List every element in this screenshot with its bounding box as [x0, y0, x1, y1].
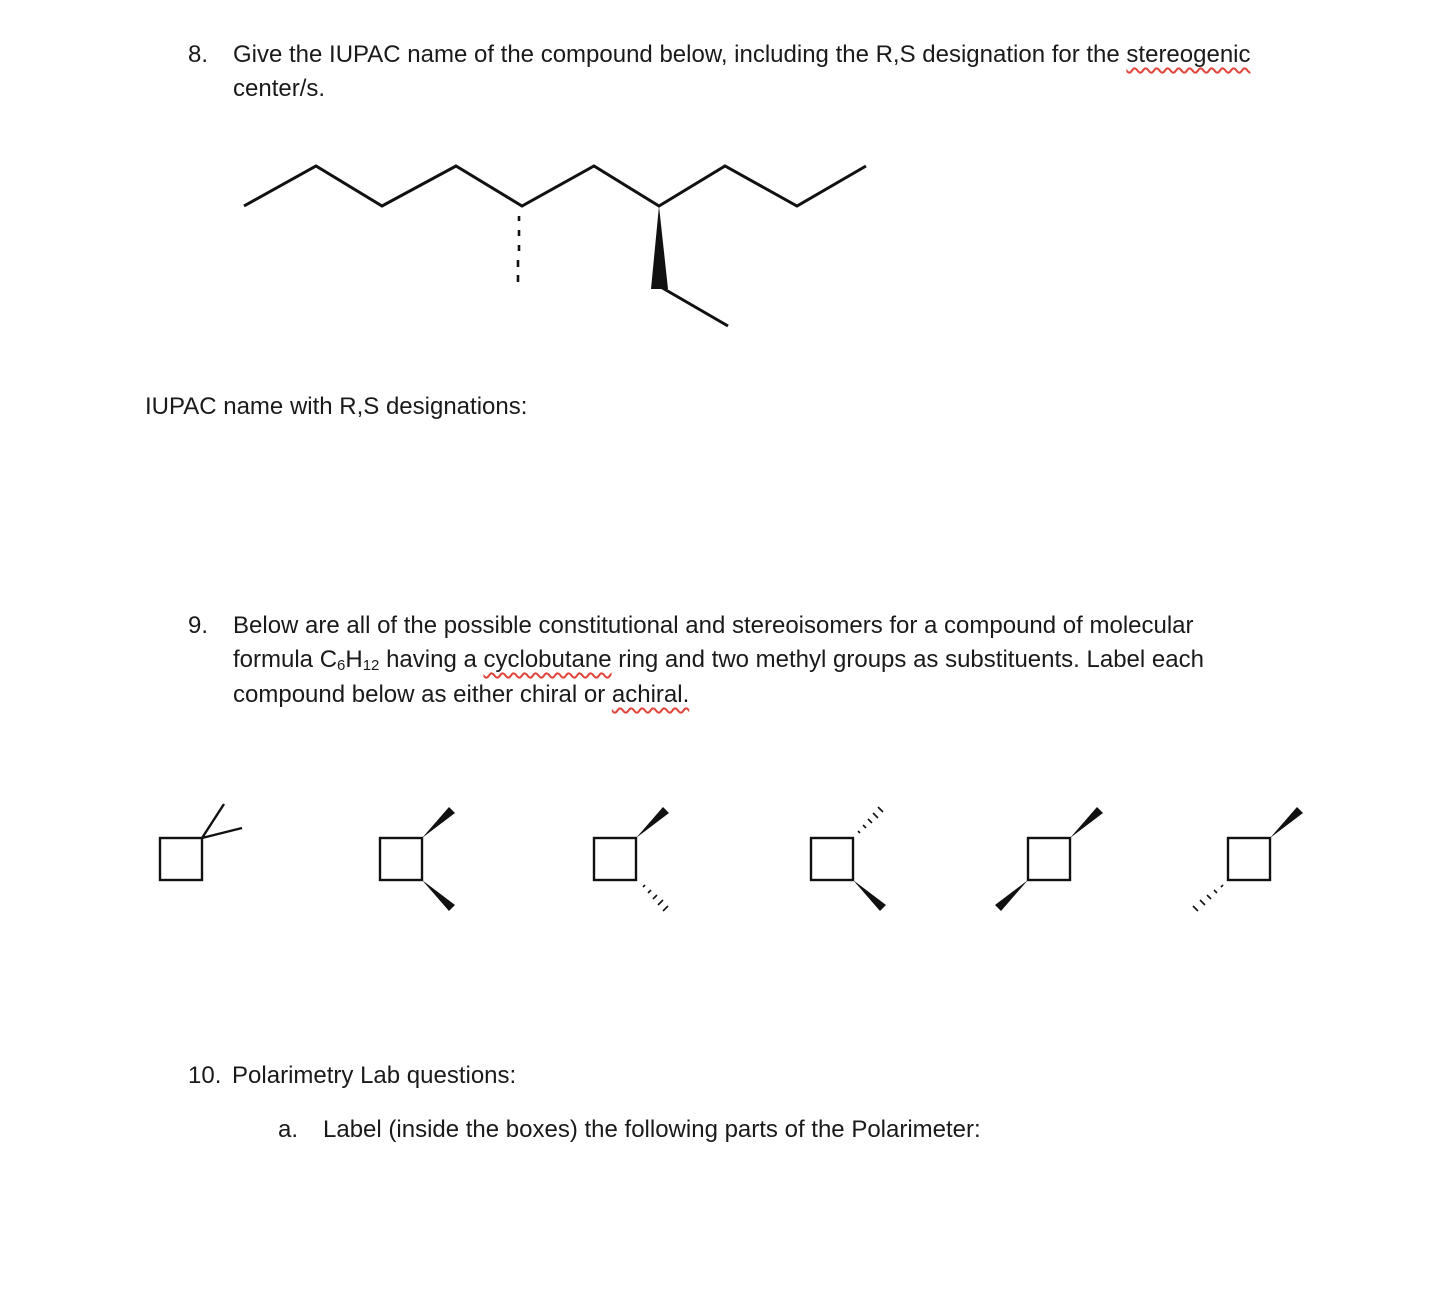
isomer-5-structure [995, 807, 1103, 911]
q9-line1: Below are all of the possible constitutional and stereoisomers for a compound of molecular [233, 612, 1194, 639]
q9-flagged-achiral: achiral. [611, 681, 690, 708]
isomer-4-structure [811, 807, 886, 911]
q8-number: 8. [188, 41, 209, 68]
q9-line2-mid: having a [379, 646, 484, 673]
q8-flagged-word: stereogenic [1126, 41, 1251, 68]
q10a-marker: a. [278, 1116, 299, 1143]
q9-formula-sub12: 12 [362, 657, 380, 674]
isomer-6-structure [1193, 807, 1303, 911]
q10-heading [188, 1059, 516, 1093]
isomer-1-structure [160, 804, 242, 880]
isomer-3-structure [594, 807, 669, 911]
q9-number: 9. [188, 612, 209, 639]
q8-answer-label: IUPAC name with R,S designations: [145, 393, 528, 420]
isomer-2-structure [380, 807, 455, 911]
q8-line2: center/s. [233, 75, 326, 102]
q8-line1-text: Give the IUPAC name of the compound below, including the R,S designation for the [233, 41, 1127, 68]
q9-line3-text: compound below as either chiral or [233, 681, 612, 708]
q10-number: 10. [188, 1062, 222, 1089]
q9-formula-c: formula C [233, 646, 338, 673]
q10-title: Polarimetry Lab questions: [232, 1062, 517, 1089]
q9-formula-sub6: 6 [337, 657, 346, 674]
q10a-text: Label (inside the boxes) the following parts of the Polarimeter: [323, 1116, 981, 1143]
q9-flagged-cyclobutane: cyclobutane [483, 646, 612, 673]
q9-formula-h: H [345, 646, 363, 673]
q9-line2-post: ring and two methyl groups as substituents. Label each [611, 646, 1204, 673]
